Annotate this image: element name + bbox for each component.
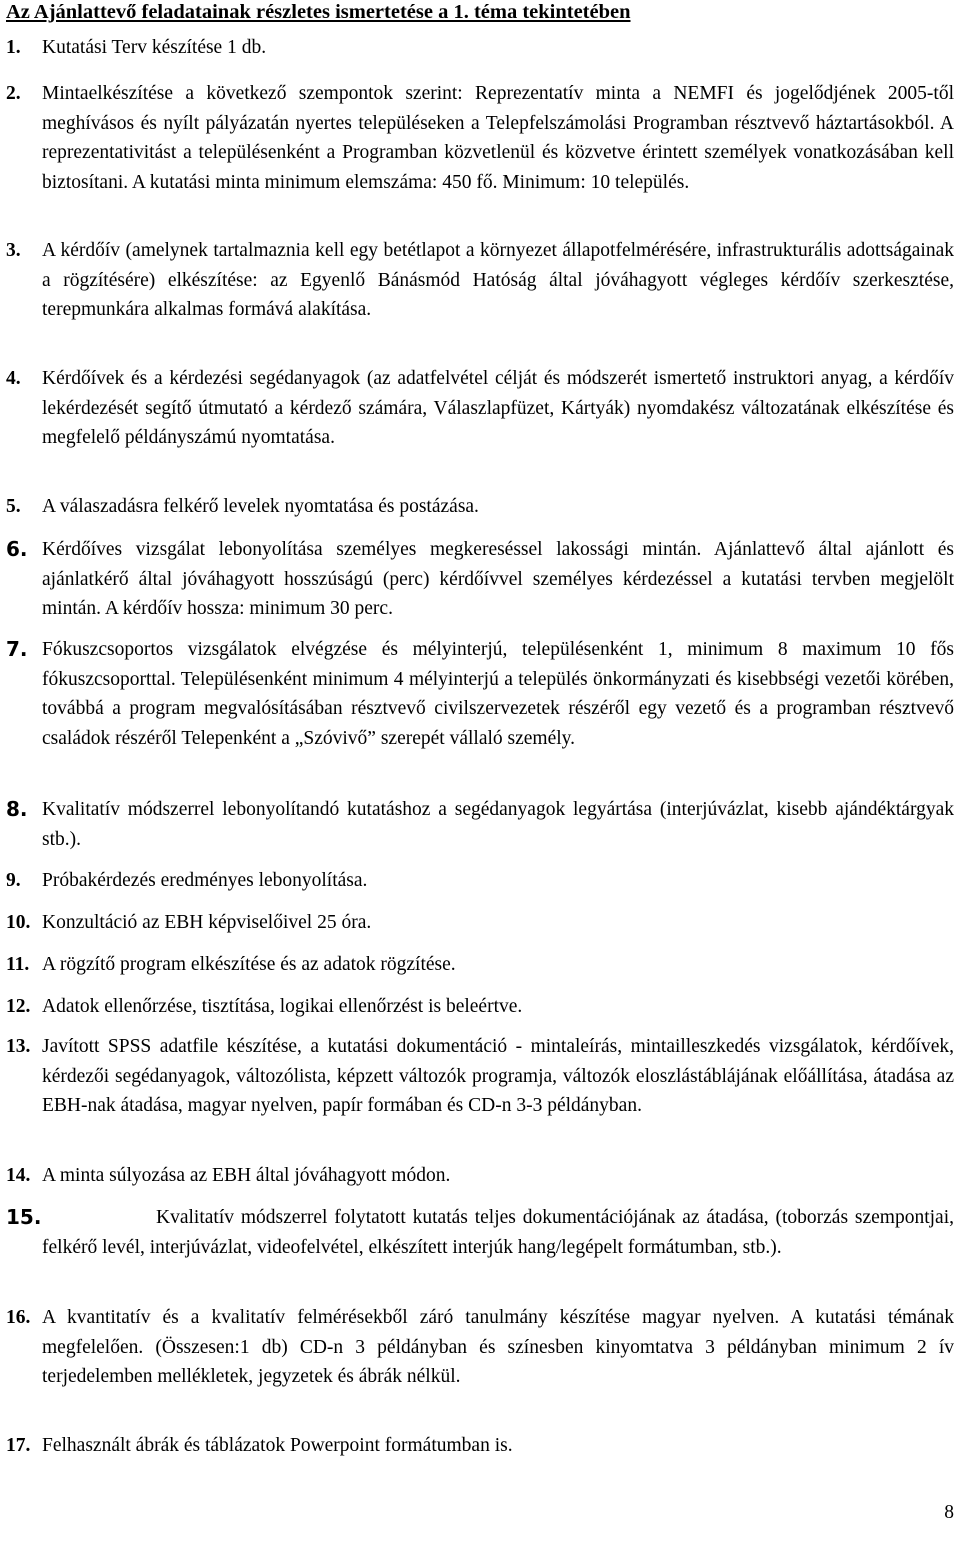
item-number: 16. xyxy=(6,1307,31,1328)
item-text: A kérdőív (amelynek tartalmaznia kell egy betétlapot a környezet állapotfelmérésére, infrastrukturális adottságainak a rögzítésére) elkészítése: az Egyenlő Bánásmód Hatóság által jóváhagyott végleges kérdőív szerkesztése, terepmunkára alkalmas formává alakítása. xyxy=(42,240,954,320)
list-item xyxy=(6,866,954,896)
item-number: 5. xyxy=(6,496,21,517)
item-number: 13. xyxy=(6,1036,31,1057)
list-item xyxy=(6,950,954,980)
item-text: Javított SPSS adatfile készítése, a kutatási dokumentáció - mintaleírás, mintailleszkedés vizsgálatok, kérdőívek, kérdezői segédanyagok, változólista, képzett változók programja, változók eloszlástáblájának előállítása, átadása az EBH-nak átadása, magyar nyelven, papír formában és CD-n 3-3 példányban. xyxy=(42,1036,954,1116)
item-number: 2. xyxy=(6,83,21,104)
item-text: Adatok ellenőrzése, tisztítása, logikai ellenőrzést is beleértve. xyxy=(42,996,523,1017)
item-text: A kvantitatív és a kvalitatív felmérésekből záró tanulmány készítése magyar nyelven. A kutatási témának megfelelően. (Összesen:1 db) CD-n 3 példányban és színesben kinyomtatva 3 példányban minimum 2 ív terjedelemben mellékletek, jegyzetek és ábrák nélkül. xyxy=(42,1307,954,1387)
item-number: 3. xyxy=(6,240,21,261)
item-text: Konzultáció az EBH képviselőivel 25 óra. xyxy=(42,912,372,933)
list-item xyxy=(6,236,954,325)
item-text: Kérdőíves vizsgálat lebonyolítása személyes megkereséssel lakossági mintán. Ajánlattevő által ajánlott és ajánlatkérő által jóváhagyott hosszúságú (perc) kérdőívvel személyes kérdezéssel a kutatási tervben megjelölt mintán. A kérdőív hossza: minimum 30 perc. xyxy=(42,539,954,619)
item-text: Fókuszcsoportos vizsgálatok elvégzése és mélyinterjú, településenként 1, minimum 8 maximum 10 fős fókuszcsoporttal. Településenként minimum 4 mélyinterjú a település önkormányzati és kisebbségi vezetői körében, továbbá a program megvalósításában résztvevő civilszervezetek részéről egy vezető és a programban résztvevő családok részéről Telepenként a „Szóvivő” szerepét vállaló személy. xyxy=(42,639,954,749)
item-number: 7. xyxy=(6,637,28,661)
item-text: Kutatási Terv készítése 1 db. xyxy=(42,37,267,58)
item-number: 8. xyxy=(6,797,28,821)
list-item xyxy=(6,1431,954,1461)
item-number: 17. xyxy=(6,1435,31,1456)
list-item xyxy=(6,1161,954,1191)
item-text: Kvalitatív módszerrel lebonyolítandó kutatáshoz a segédanyagok legyártása (interjúvázlat, kisebb ajándéktárgyak stb.). xyxy=(42,799,954,850)
item-number: 1. xyxy=(6,37,21,58)
item-number: 15. xyxy=(6,1205,42,1229)
list-item xyxy=(6,364,954,453)
item-text: Próbakérdezés eredményes lebonyolítása. xyxy=(42,870,368,891)
item-number: 11. xyxy=(6,954,30,975)
item-text: A minta súlyozása az EBH által jóváhagyott módon. xyxy=(42,1165,451,1186)
item-number: 10. xyxy=(6,912,31,933)
list-item xyxy=(6,635,954,753)
page-number: 8 xyxy=(944,1502,954,1523)
item-text: Felhasznált ábrák és táblázatok Powerpoint formátumban is. xyxy=(42,1435,513,1456)
list-item xyxy=(6,492,954,522)
item-text: Kvalitatív módszerrel folytatott kutatás teljes dokumentációjának az átadása, (toborzás szempontjai, felkérő levél, interjúvázlat, videofelvétel, elkészített interjúk hang/legépelt formátumban, stb.). xyxy=(42,1207,954,1258)
item-number: 6. xyxy=(6,537,28,561)
list-item xyxy=(6,992,954,1022)
item-number: 12. xyxy=(6,996,31,1017)
list-item xyxy=(6,535,954,624)
document-title: Az Ajánlattevő feladatainak részletes ismertetése a 1. téma tekintetében xyxy=(6,1,631,23)
item-number: 14. xyxy=(6,1165,31,1186)
list-item xyxy=(6,1203,954,1262)
list-item xyxy=(6,79,954,197)
item-text: A válaszadásra felkérő levelek nyomtatása és postázása. xyxy=(42,496,479,517)
item-text: Mintaelkészítése a következő szempontok szerint: Reprezentatív minta a NEMFI és jogelődjének 2005-től meghívásos és nyílt pályázatán nyertes településeken a Telepfelszámolási Programban résztvevő háztartásokból. A reprezentativitást a településenként a Programban közvetlenül és közvetve érintett személyek vonatkozásában kell biztosítani. A kutatási minta minimum elemszáma: 450 fő. Minimum: 10 település. xyxy=(42,83,954,193)
item-text: A rögzítő program elkészítése és az adatok rögzítése. xyxy=(42,954,456,975)
item-number: 4. xyxy=(6,368,21,389)
item-number: 9. xyxy=(6,870,21,891)
list-item xyxy=(6,1303,954,1392)
list-item xyxy=(6,908,954,938)
item-text: Kérdőívek és a kérdezési segédanyagok (az adatfelvétel célját és módszerét ismertető instruktori anyag, a kérdőív lekérdezését segítő útmutató a kérdező számára, Válaszlapfüzet, Kártyák) nyomdakész változatának elkészítése és megfelelő példányszámú nyomtatása. xyxy=(42,368,954,448)
list-item xyxy=(6,795,954,854)
list-item xyxy=(6,33,954,63)
list-item xyxy=(6,1032,954,1121)
